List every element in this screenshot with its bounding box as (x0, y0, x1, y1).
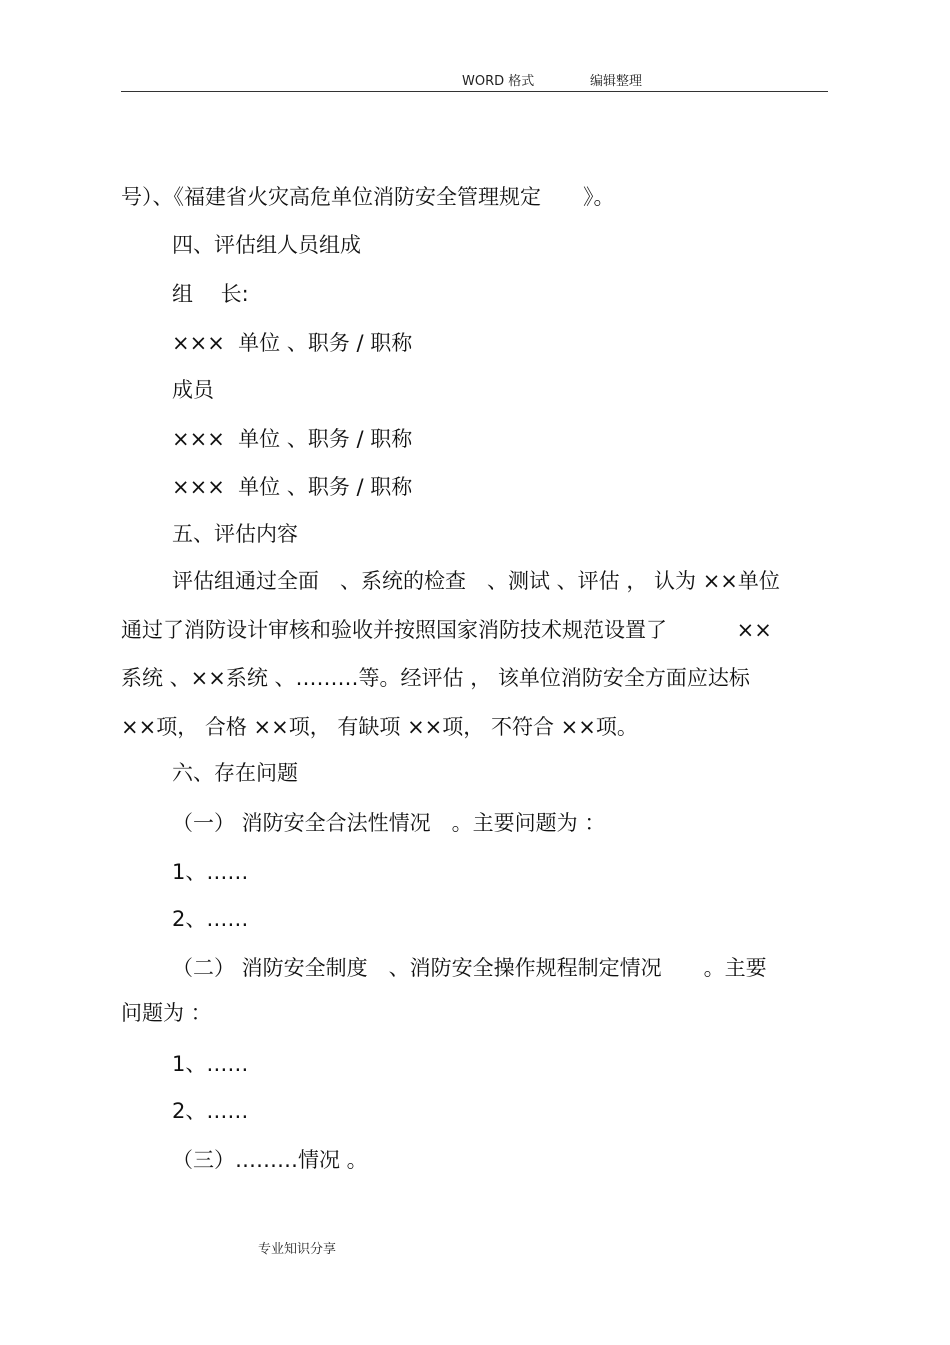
text-line: ××× 单位 、职务 / 职称 (172, 427, 413, 451)
text-line: 评估组通过全面 、系统的检查 、测试 、评估 ， 认为 ××单位 (172, 569, 780, 593)
text-line: 号）、《福建省火灾高危单位消防安全管理规定 》。 (121, 185, 615, 209)
text-line: （二） 消防安全制度 、消防安全操作规程制定情况 。主要 (172, 956, 767, 980)
text-line: 通过了消防设计审核和验收并按照国家消防技术规范设置了 ×× (121, 618, 772, 642)
text-line: ××× 单位 、职务 / 职称 (172, 475, 413, 499)
text-line: ××× 单位 、职务 / 职称 (172, 331, 413, 355)
text-line: （一） 消防安全合法性情况 。主要问题为 ： (172, 811, 606, 835)
section-heading: 六、存在问题 (172, 761, 298, 785)
text-line: （三）………情况 。 (172, 1148, 368, 1172)
text-line: 系统 、××系统 、………等。经评估 ， 该单位消防安全方面应达标 (121, 666, 750, 690)
text-line: 问题为 ： (121, 1001, 212, 1025)
list-item: 2、…… (172, 907, 249, 931)
list-item: 1、…… (172, 860, 249, 884)
text-line: 成员 (172, 378, 214, 402)
section-heading: 五、评估内容 (172, 522, 298, 546)
section-heading: 四、评估组人员组成 (172, 233, 361, 257)
list-item: 1、…… (172, 1052, 249, 1076)
header-edit-label: 编辑整理 (590, 74, 643, 89)
header-rule (121, 91, 828, 92)
page-header (0, 68, 950, 90)
header-format-label: WORD 格式 (462, 74, 535, 89)
text-line: 组 长: (172, 282, 249, 306)
text-line: ××项， 合格 ××项， 有缺项 ××项， 不符合 ××项。 (121, 715, 638, 739)
list-item: 2、…… (172, 1099, 249, 1123)
page-footer: 专业知识分享 (258, 1242, 337, 1257)
